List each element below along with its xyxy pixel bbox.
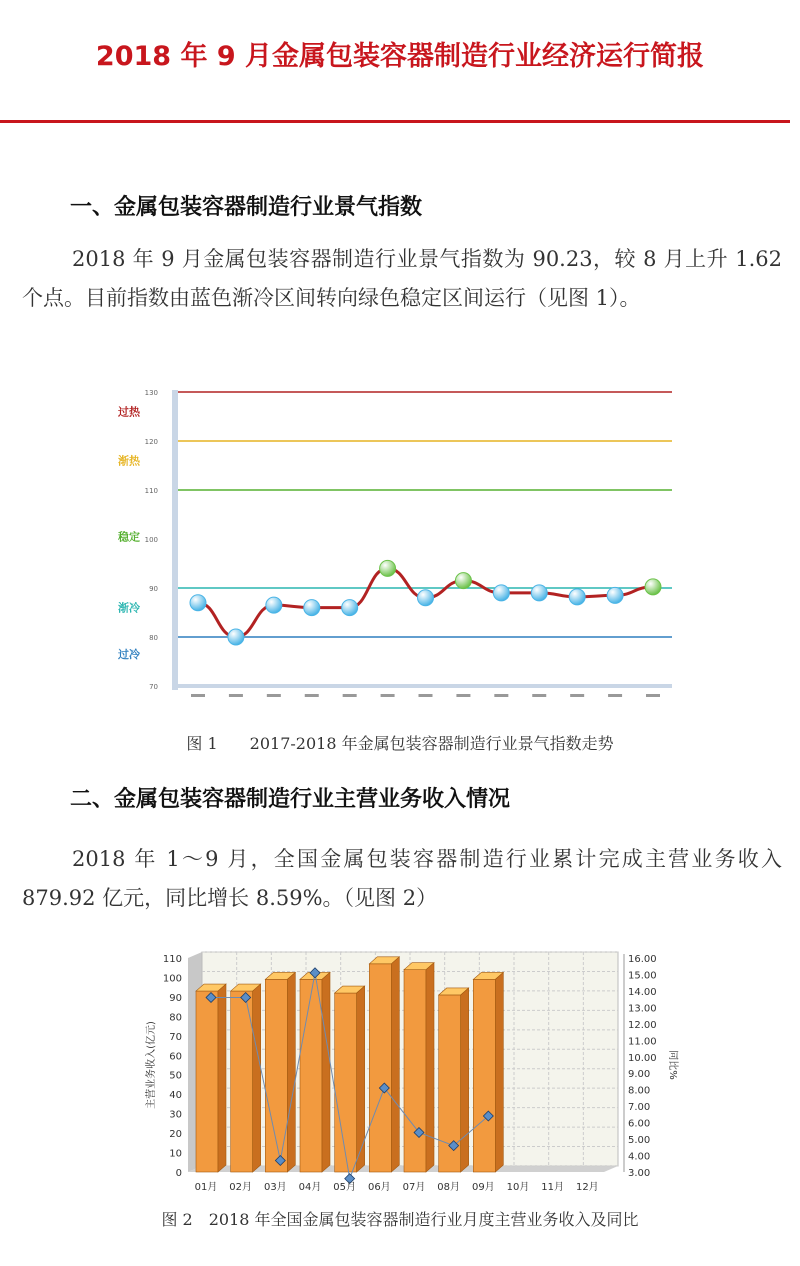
- section1-paragraph: 2018 年 9 月金属包装容器制造行业景气指数为 90.23，较 8 月上升 1.62 个点。目前指数由蓝色渐冷区间转向绿色稳定区间运行（见图 1）。: [22, 247, 782, 310]
- x-tick-label: 08月: [437, 1182, 461, 1193]
- x-tick-label: 10月: [506, 1182, 530, 1193]
- y-tick-label: 100: [144, 536, 158, 544]
- y-tick-label: 130: [144, 389, 158, 397]
- x-tick-stub: [570, 694, 584, 697]
- x-tick-stub: [191, 694, 205, 697]
- revenue-bar: [335, 993, 357, 1172]
- x-tick-stub: [608, 694, 622, 697]
- y2-tick-label: 15.00: [628, 970, 657, 982]
- index-point: [645, 579, 661, 595]
- section1-heading: 一、金属包装容器制造行业景气指数: [70, 195, 423, 220]
- index-point: [493, 585, 509, 601]
- zone-label: 渐冷: [118, 601, 140, 615]
- y-tick-label: 70: [169, 1031, 182, 1043]
- y-tick-label: 80: [149, 634, 158, 642]
- revenue-bar-side: [218, 984, 226, 1172]
- revenue-bar: [300, 979, 322, 1172]
- section2-paragraph: 2018 年 1～9 月，全国金属包装容器制造行业累计完成主营业务收入 879.92 亿元，同比增长 8.59%。（见图 2）: [22, 847, 782, 910]
- revenue-bar-side: [253, 984, 261, 1172]
- x-tick-stub: [456, 694, 470, 697]
- index-point: [607, 587, 623, 603]
- index-point: [342, 600, 358, 616]
- y2-tick-label: 10.00: [628, 1052, 657, 1064]
- y2-tick-label: 16.00: [628, 954, 657, 965]
- index-point: [418, 590, 434, 606]
- revenue-bar: [369, 964, 391, 1172]
- y-tick-label: 40: [169, 1090, 182, 1102]
- section2-heading: 二、金属包装容器制造行业主营业务收入情况: [70, 787, 511, 812]
- x-tick-stub: [532, 694, 546, 697]
- x-tick-label: 12月: [575, 1182, 599, 1193]
- y-tick-label: 90: [149, 585, 158, 593]
- y2-tick-label: 3.00: [628, 1168, 651, 1179]
- x-tick-label: 03月: [263, 1182, 287, 1193]
- y-tick-label: 100: [162, 973, 182, 985]
- index-point: [455, 573, 471, 589]
- y2-tick-label: 11.00: [628, 1036, 657, 1048]
- y2-tick-label: 6.00: [628, 1118, 651, 1130]
- figure2-caption: 图 2 2018 年全国金属包装容器制造行业月度主营业务收入及同比: [161, 1210, 639, 1229]
- revenue-bar: [404, 970, 426, 1172]
- title-divider: [0, 120, 790, 123]
- y2-tick-label: 7.00: [628, 1102, 651, 1114]
- x-tick-label: 04月: [298, 1182, 322, 1193]
- y-tick-label: 0: [175, 1168, 182, 1179]
- index-point: [266, 597, 282, 613]
- x-tick-label: 11月: [541, 1182, 565, 1193]
- x-tick-stub: [646, 694, 660, 697]
- y-tick-label: 80: [169, 1012, 182, 1024]
- y-tick-label: 50: [169, 1070, 182, 1082]
- x-tick-label: 01月: [194, 1182, 218, 1193]
- y-tick-label: 120: [144, 438, 158, 446]
- revenue-chart: [130, 948, 690, 1200]
- y-tick-label: 70: [149, 683, 158, 691]
- y-axis-title: 主营业务收入(亿元): [146, 1021, 157, 1109]
- zone-label: 渐热: [118, 454, 140, 468]
- page-title: 2018 年 9 月金属包装容器制造行业经济运行简报: [95, 41, 705, 72]
- x-tick-label: 07月: [402, 1182, 426, 1193]
- y2-tick-label: 9.00: [628, 1069, 651, 1081]
- y2-tick-label: 12.00: [628, 1019, 657, 1031]
- y2-tick-label: 13.00: [628, 1003, 657, 1015]
- y-tick-label: 110: [162, 954, 182, 965]
- x-tick-stub: [381, 694, 395, 697]
- y2-tick-label: 5.00: [628, 1135, 651, 1147]
- x-tick-label: 05月: [333, 1182, 357, 1193]
- x-tick-label: 02月: [229, 1182, 253, 1193]
- revenue-bar-side: [461, 988, 469, 1172]
- x-tick-stub: [343, 694, 357, 697]
- zone-label: 过冷: [118, 648, 140, 662]
- x-tick-label: 06月: [367, 1182, 391, 1193]
- x-tick-stub: [229, 694, 243, 697]
- index-point: [380, 560, 396, 576]
- index-point: [190, 595, 206, 611]
- revenue-bar: [196, 991, 218, 1172]
- x-tick-label: 09月: [471, 1182, 495, 1193]
- y2-tick-label: 14.00: [628, 986, 657, 998]
- y-tick-label: 10: [169, 1148, 182, 1160]
- x-tick-stub: [305, 694, 319, 697]
- zone-label: 过热: [118, 405, 140, 419]
- revenue-bar-side: [391, 957, 399, 1172]
- y-tick-label: 60: [169, 1051, 182, 1063]
- revenue-bar-side: [426, 963, 434, 1172]
- revenue-bar: [473, 979, 495, 1172]
- revenue-bar-side: [495, 972, 503, 1172]
- y2-tick-label: 4.00: [628, 1151, 651, 1163]
- y2-axis-title: 同比%: [667, 1050, 678, 1080]
- y-tick-label: 110: [144, 487, 158, 495]
- index-point: [569, 589, 585, 605]
- x-tick-stub: [419, 694, 433, 697]
- index-point: [531, 585, 547, 601]
- zone-label: 稳定: [118, 530, 140, 544]
- y-tick-label: 30: [169, 1109, 182, 1121]
- revenue-bar-side: [322, 972, 330, 1172]
- revenue-bar-side: [287, 972, 295, 1172]
- y2-tick-label: 8.00: [628, 1085, 651, 1097]
- index-point: [304, 600, 320, 616]
- figure1-caption: 图 1 2017-2018 年金属包装容器制造行业景气指数走势: [186, 734, 614, 753]
- index-trend-chart: [100, 382, 690, 700]
- y-axis-strip: [172, 390, 178, 690]
- index-point: [228, 629, 244, 645]
- y-tick-label: 20: [169, 1129, 182, 1141]
- x-tick-stub: [494, 694, 508, 697]
- x-tick-stub: [267, 694, 281, 697]
- revenue-bar-side: [357, 986, 365, 1172]
- revenue-bar: [231, 991, 253, 1172]
- y-tick-label: 90: [169, 992, 182, 1004]
